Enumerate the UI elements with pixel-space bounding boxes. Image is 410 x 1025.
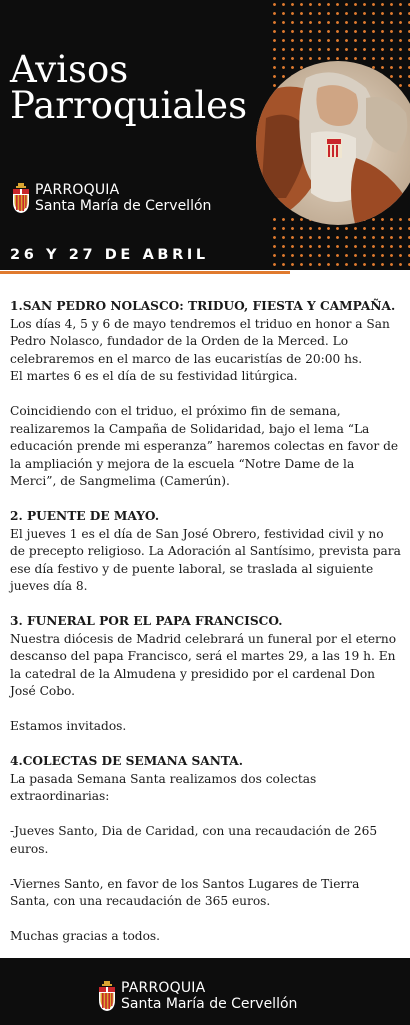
notice-heading: 4.COLECTAS DE SEMANA SANTA.	[10, 754, 243, 768]
notice-paragraph: Estamos invitados.	[10, 719, 127, 733]
notice-paragraph: -Viernes Santo, en favor de los Santos Lugares de Tierra Santa, con una recaudación de 365 euros.	[10, 876, 360, 908]
notice-paragraph: Nuestra diócesis de Madrid celebrará un funeral por el eterno descanso del papa Francisco, será el martes 29, a las 19 h. En la catedral de la Almudena y presidido por el cardenal Don José Cobo.	[10, 631, 397, 698]
notice-section-3	[10, 613, 402, 736]
header-banner	[0, 0, 410, 270]
notice-heading: 2. PUENTE DE MAYO.	[10, 509, 160, 523]
page-title: Avisos Parroquiales	[10, 48, 248, 127]
date-label: 26 Y 27 DE ABRIL	[10, 247, 209, 263]
logo-line2: Santa María de Cervellón	[35, 198, 212, 214]
notice-section-1	[10, 298, 402, 491]
notice-paragraph: Los días 4, 5 y 6 de mayo tendremos el triduo en honor a San Pedro Nolasco, fundador de la Orden de la Merced. Lo celebraremos en el marco de las eucaristías de 20:00 hs. El martes 6 es el día de su festividad litúrgica.	[10, 316, 390, 383]
footer-banner	[0, 958, 410, 1025]
notice-paragraph: La pasada Semana Santa realizamos dos colectas extraordinarias:	[10, 771, 317, 803]
parish-logo	[12, 182, 211, 214]
mercedarian-shield-icon	[98, 980, 116, 1012]
footer-parish-logo	[98, 980, 297, 1012]
notice-section-4	[10, 753, 402, 946]
notice-heading: 3. FUNERAL POR EL PAPA FRANCISCO.	[10, 614, 283, 628]
logo-line2: Santa María de Cervellón	[121, 996, 298, 1012]
mercedarian-shield-icon	[12, 182, 30, 214]
notice-paragraph: Muchas gracias a todos.	[10, 929, 161, 943]
notice-section-2	[10, 508, 402, 596]
saint-photo	[256, 58, 410, 228]
notice-heading: 1.SAN PEDRO NOLASCO: TRIDUO, FIESTA Y CAMPAÑA.	[10, 299, 396, 313]
notice-paragraph: Coincidiendo con el triduo, el próximo fin de semana, realizaremos la Campaña de Solidaridad, bajo el lema “La educación prende mi esperanza” haremos colectas en favor de la ampliación y mejora de la escuela “Notre Dame de la Merci”, de Sangmelima (Camerún).	[10, 404, 399, 488]
logo-line1: PARROQUIA	[35, 182, 120, 198]
notices-content	[10, 298, 402, 963]
notice-paragraph: El jueves 1 es el día de San José Obrero, festividad civil y no de precepto religioso. La Adoración al Santísimo, prevista para ese día festivo y de puente laboral, se traslada al siguiente jueves día 8.	[10, 526, 401, 593]
notice-paragraph: -Jueves Santo, Dia de Caridad, con una recaudación de 265 euros.	[10, 824, 378, 856]
orange-divider	[0, 271, 290, 274]
logo-line1: PARROQUIA	[121, 980, 206, 996]
